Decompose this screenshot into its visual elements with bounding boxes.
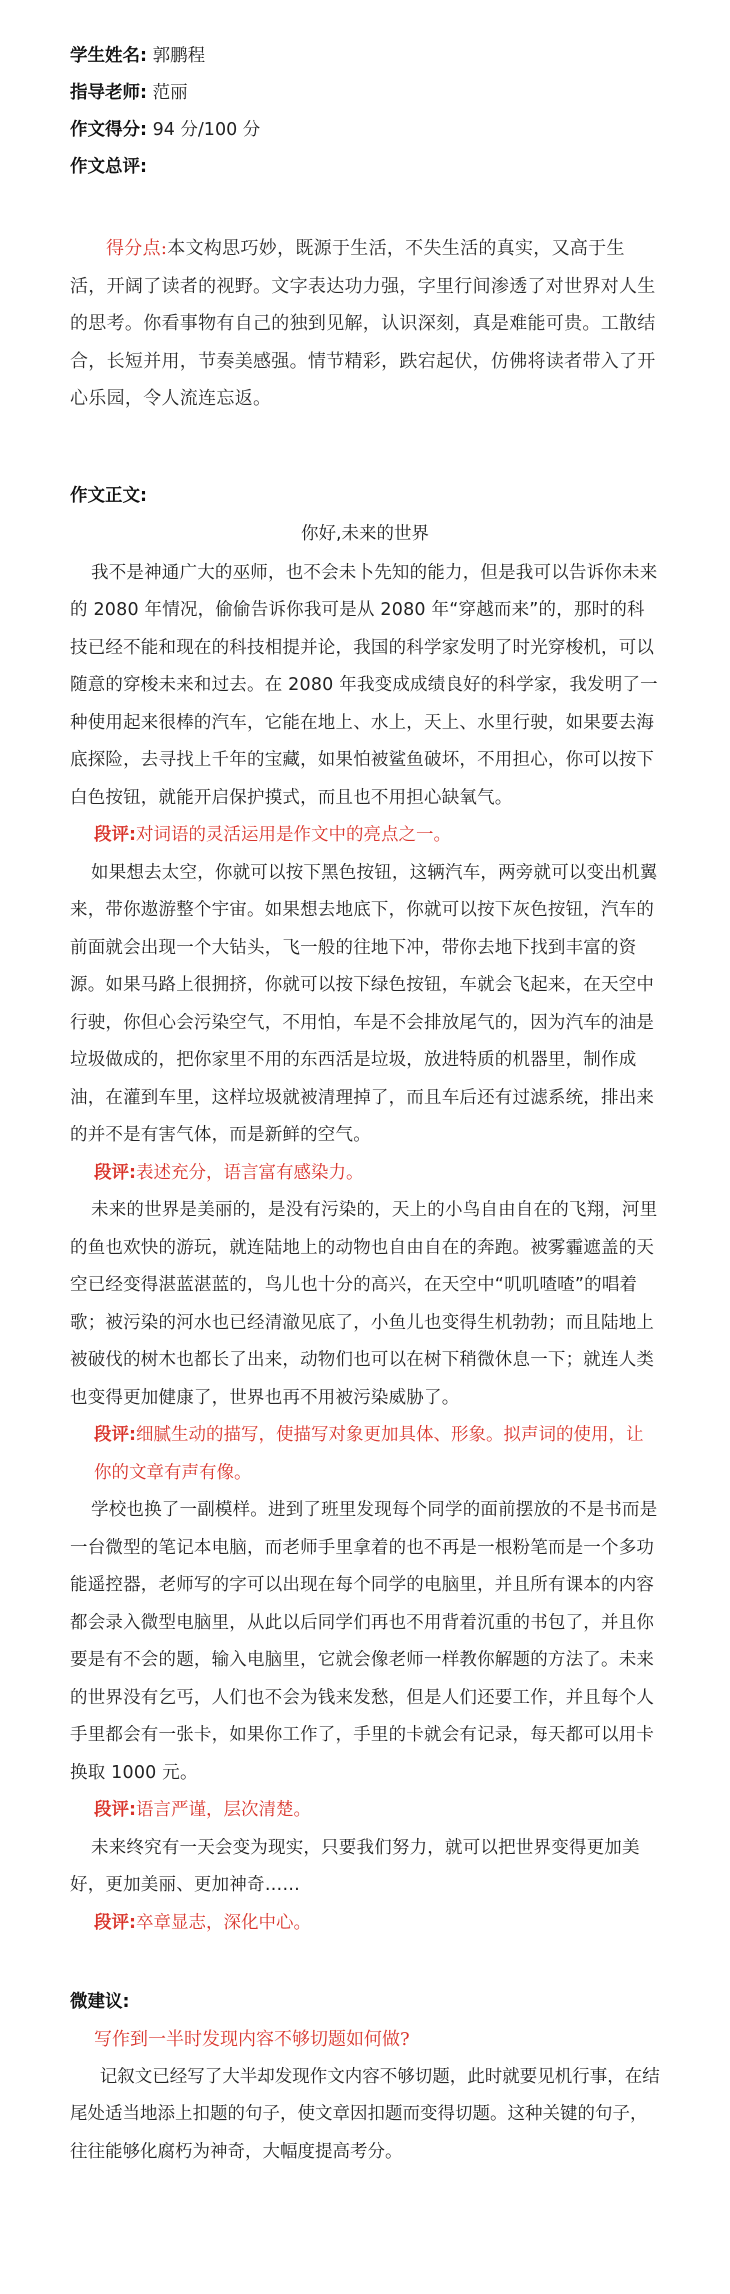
paragraph-review: [70, 1417, 660, 1492]
essay-title: 你好,未来的世界: [300, 523, 430, 544]
paragraph-review: [70, 1792, 660, 1830]
essay-paragraph: 我不是神通广大的巫师，也不会未卜先知的能力，但是我可以告诉你未来的 2080 年情况，偷偷告诉你我可是从 2080 年“穿越而来”的，那时的科技已经不能和现在的科技相提并论，我国的科学家发明了时光穿梭机，可以随意的穿梭未来和过去。在 2080 年我变成成绩良好的科学家，我发明了一种使用起来很棒的汽车，它能在地上、水上，天上、水里行驶，如果要去海底探险，去寻找上千年的宝藏，如果怕被鲨鱼破坏，不用担心，你可以按下白色按钮，就能开启保护摸式，而且也不用担心缺氧气。: [70, 562, 658, 808]
paragraph-review: [70, 1905, 660, 1943]
summary-text: 本文构思巧妙，既源于生活，不失生活的真实，又高于生活，开阔了读者的视野。文字表达功力强，字里行间渗透了对世界对人生的思考。你看事物有自己的独到见解，认识深刻，真是难能可贵。工散结合，长短并用，节奏美感强。情节精彩，跌宕起伏，仿佛将读者带入了开心乐园，令人流连忘返。: [70, 238, 656, 409]
paragraph-review: [70, 817, 660, 855]
score-row: [70, 112, 660, 149]
review-tag: 段评:: [94, 1162, 136, 1183]
summary-label: 作文总评:: [70, 157, 147, 177]
essay-paragraph: 如果想去太空，你就可以按下黑色按钮，这辆汽车，两旁就可以变出机翼来，带你遨游整个宇宙。如果想去地底下，你就可以按下灰色按钮，汽车的前面就会出现一个大钻头，飞一般的往地下冲，带你去地下找到丰富的资源。如果马路上很拥挤，你就可以按下绿色按钮，车就会飞起来，在天空中行驶，你但心会污染空气，不用怕，车是不会排放尾气的，因为汽车的油是垃圾做成的，把你家里不用的东西活是垃圾，放进特质的机器里，制作成油，在灌到车里，这样垃圾就被清理掉了，而且车后还有过滤系统，排出来的并不是有害气体，而是新鲜的空气。: [70, 862, 658, 1145]
student-label: 学生姓名:: [70, 46, 147, 66]
review-text: 表述充分，语言富有感染力。: [136, 1162, 364, 1183]
essay-block-1: [70, 555, 660, 855]
summary-comment: [70, 230, 660, 418]
review-tag: 段评:: [94, 1425, 136, 1445]
score-label: 作文得分:: [70, 120, 147, 140]
teacher-name: 范丽: [152, 83, 188, 103]
essay-block-2: [70, 855, 660, 1193]
student-name: 郭鹏程: [152, 46, 206, 66]
essay-label: 作文正文:: [70, 485, 147, 506]
review-tag: 段评:: [94, 1800, 136, 1820]
review-text: 卒章显志，深化中心。: [136, 1912, 311, 1933]
review-text: 语言严谨，层次清楚。: [136, 1800, 311, 1820]
student-row: [70, 38, 660, 75]
suggestion-question: 写作到一半时发现内容不够切题如何做?: [94, 2029, 410, 2050]
suggestion-answer: 记叙文已经写了大半却发现作文内容不够切题，此时就要见机行事，在结尾处适当地添上扣题的句子，使文章因扣题而变得切题。这种关键的句子，往往能够化腐朽为神奇，大幅度提高考分。: [70, 2066, 660, 2162]
essay-block-3: [70, 1192, 660, 1492]
essay-paragraph: 未来终究有一天会变为现实，只要我们努力，就可以把世界变得更加美好，更加美丽、更加神奇……: [70, 1837, 640, 1895]
summary-tag: 得分点:: [106, 238, 168, 259]
review-tag: 段评:: [94, 825, 136, 845]
essay-block-4: [70, 1492, 660, 1830]
essay-paragraph: 学校也换了一副模样。进到了班里发现每个同学的面前摆放的不是书而是一台微型的笔记本电脑，而老师手里拿着的也不再是一根粉笔而是一个多功能遥控器，老师写的字可以出现在每个同学的电脑里，并且所有课本的内容都会录入微型电脑里，从此以后同学们再也不用背着沉重的书包了，并且你要是有不会的题，输入电脑里，它就会像老师一样教你解题的方法了。未来的世界没有乞丐，人们也不会为钱来发愁，但是人们还要工作，并且每个人手里都会有一张卡，如果你工作了，手里的卡就会有记录，每天都可以用卡换取 1000 元。: [70, 1500, 658, 1783]
review-text: 对词语的灵活运用是作文中的亮点之一。: [136, 825, 451, 845]
review-tag: 段评:: [94, 1912, 136, 1933]
paragraph-review: [70, 1155, 660, 1193]
teacher-row: [70, 75, 660, 112]
review-text: 细腻生动的描写，使描写对象更加具体、形象。拟声词的使用，让你的文章有声有像。: [94, 1425, 644, 1483]
suggestion-label: 微建议:: [70, 1992, 130, 2012]
teacher-label: 指导老师:: [70, 83, 147, 103]
score-value: 94 分/100 分: [152, 120, 261, 140]
essay-block-5: [70, 1830, 660, 1943]
essay-paragraph: 未来的世界是美丽的，是没有污染的，天上的小鸟自由自在的飞翔，河里的鱼也欢快的游玩，就连陆地上的动物也自由自在的奔跑。被雾霾遮盖的天空已经变得湛蓝湛蓝的，鸟儿也十分的高兴，在天空中“叽叽喳喳”的唱着歌；被污染的河水也已经清澈见底了，小鱼儿也变得生机勃勃；而且陆地上被破伐的树木也都长了出来，动物们也可以在树下稍微休息一下；就连人类也变得更加健康了，世界也再不用被污染威胁了。: [70, 1200, 658, 1408]
